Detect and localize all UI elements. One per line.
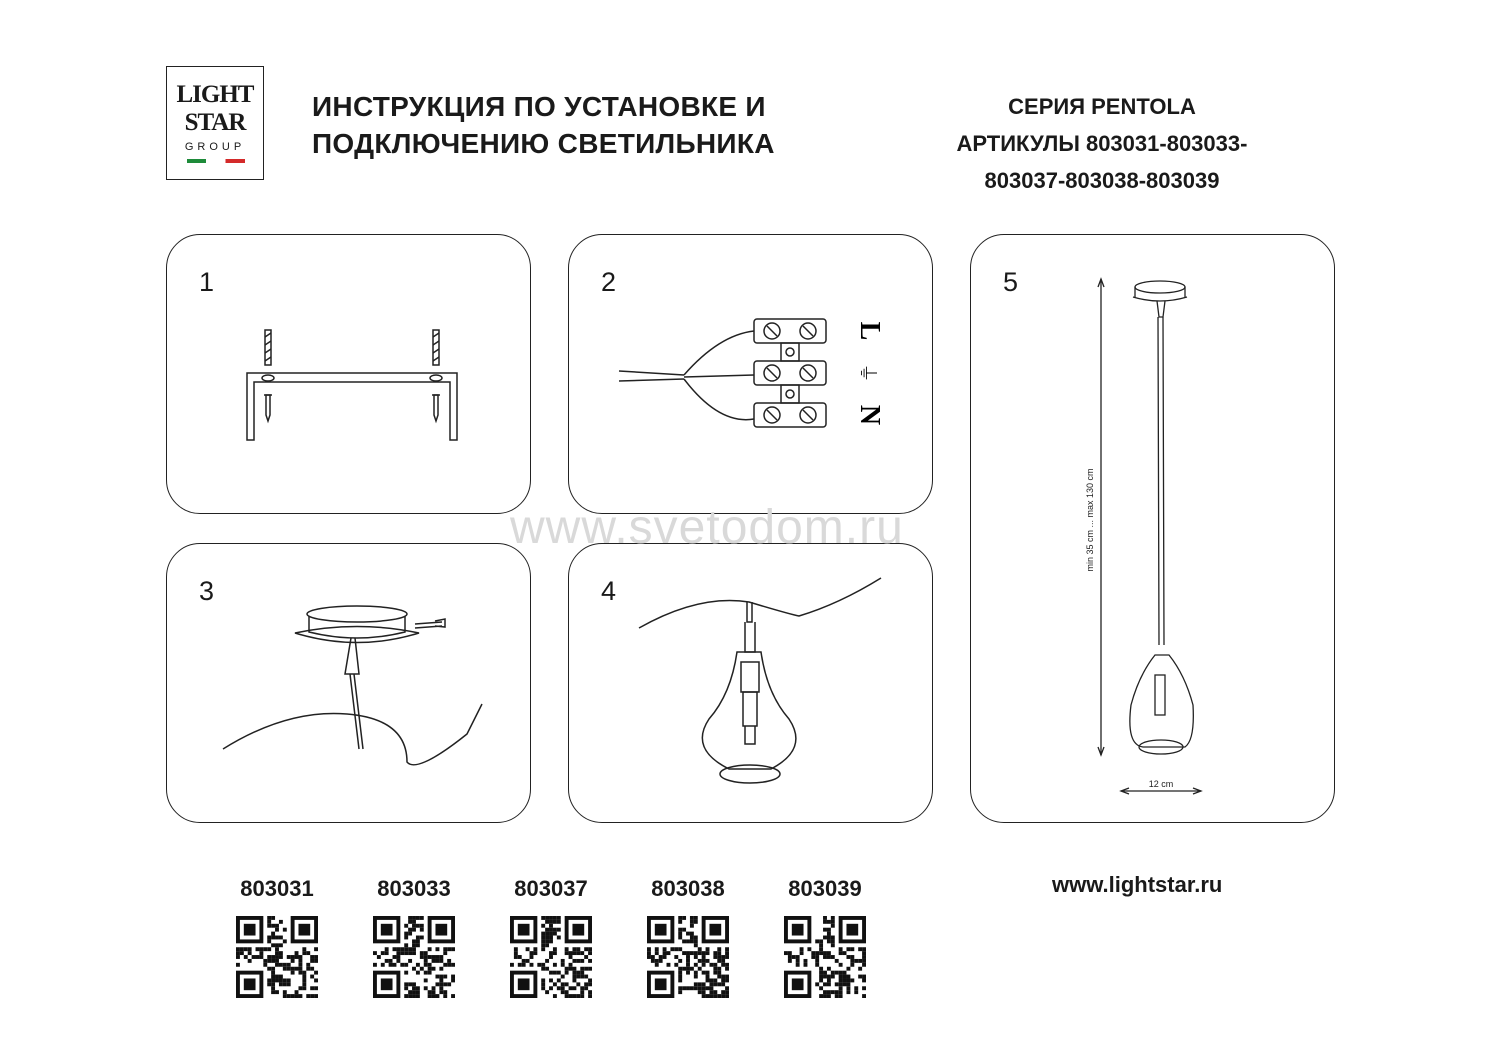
qr-code-803038[interactable]	[647, 916, 729, 998]
code-label-803031: 803031	[240, 876, 314, 901]
bracket-illustration	[167, 235, 532, 515]
document-title	[312, 88, 775, 162]
step-number: 5	[1003, 267, 1019, 297]
step-number: 4	[601, 576, 617, 606]
watermark: www.svetodom.ru	[510, 501, 904, 554]
title-line-1: ИНСТРУКЦИЯ ПО УСТАНОВКЕ И	[312, 91, 766, 122]
logo-line-3: GROUP	[184, 141, 246, 153]
website-link[interactable]: www.lightstar.ru	[1052, 872, 1223, 897]
terminal-block-illustration	[569, 235, 934, 515]
series-info	[922, 88, 1282, 199]
glass-shade-illustration	[569, 544, 934, 824]
terminal-label-n: N	[854, 404, 885, 426]
step-number: 1	[199, 267, 215, 297]
logo-line-1: LIGHT	[176, 81, 254, 108]
qr-code-803037[interactable]	[510, 916, 592, 998]
code-label-803039: 803039	[788, 876, 862, 901]
series-name: СЕРИЯ PENTOLA	[1008, 94, 1196, 119]
width-dimension-label: 12 cm	[1148, 779, 1174, 789]
article-numbers-line-2: 803037-803038-803039	[984, 168, 1220, 193]
dimensions-illustration	[971, 235, 1336, 824]
qr-code-803031[interactable]	[236, 916, 318, 998]
code-label-803037: 803037	[514, 876, 588, 901]
step-3-panel	[166, 543, 531, 823]
code-label-803038: 803038	[651, 876, 725, 901]
canopy-illustration	[167, 544, 532, 824]
qr-code-803033[interactable]	[373, 916, 455, 998]
terminal-label-earth: ⏚	[856, 363, 880, 383]
height-dimension-label: min 35 cm ... max 130 cm	[1085, 468, 1095, 572]
qr-code-803039[interactable]	[784, 916, 866, 998]
logo-line-2: STAR	[184, 109, 246, 136]
article-numbers-line-1: АРТИКУЛЫ 803031-803033-	[956, 131, 1248, 156]
title-line-2: ПОДКЛЮЧЕНИЮ СВЕТИЛЬНИКА	[312, 128, 775, 159]
step-5-panel	[970, 234, 1335, 823]
step-4-panel	[568, 543, 933, 823]
step-number: 2	[601, 267, 617, 297]
code-label-803033: 803033	[377, 876, 451, 901]
terminal-label-l: L	[854, 321, 885, 341]
step-1-panel	[166, 234, 531, 514]
brand-logo	[166, 66, 264, 180]
step-number: 3	[199, 576, 215, 606]
italian-flag-stripe	[187, 159, 245, 163]
step-2-panel	[568, 234, 933, 514]
